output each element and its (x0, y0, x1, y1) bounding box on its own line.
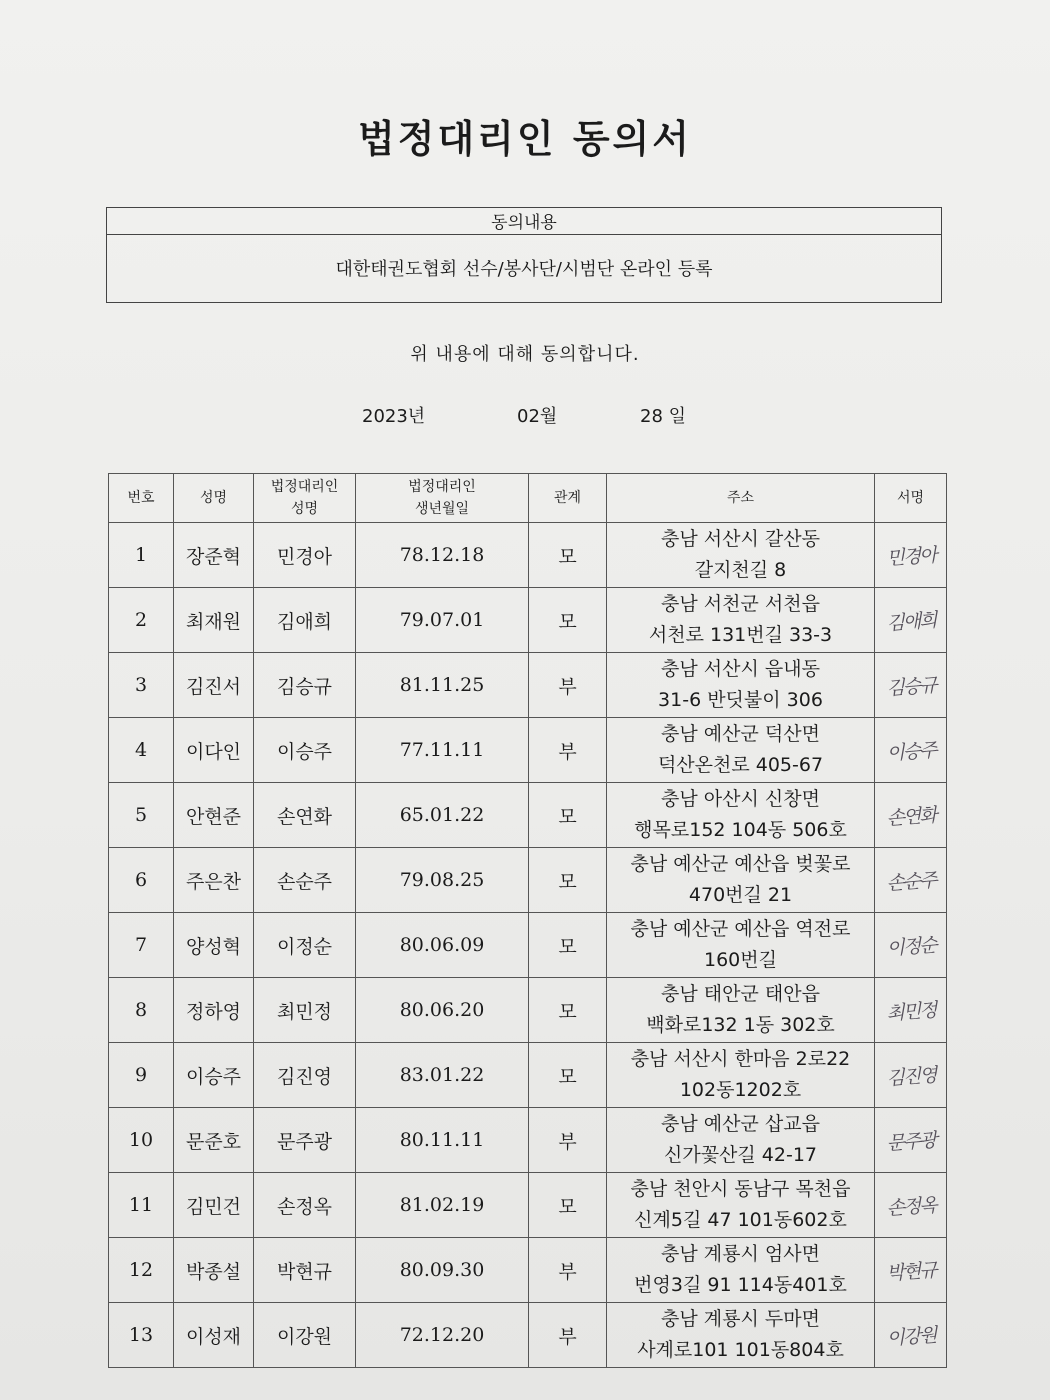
handwritten-signature: 이승주 (872, 715, 948, 785)
date-year: 2023년 (362, 406, 426, 427)
guardian-name: 손순주 (254, 848, 356, 913)
student-name: 김민건 (174, 1173, 254, 1238)
header-guardian-dob-line2: 생년월일 (414, 501, 470, 517)
table-row (109, 523, 947, 588)
handwritten-signature: 문주광 (872, 1105, 948, 1175)
student-name: 이승주 (174, 1043, 254, 1108)
row-number: 13 (109, 1303, 174, 1368)
handwritten-signature: 손연화 (872, 780, 948, 850)
header-signature: 서명 (875, 474, 947, 523)
address (607, 978, 875, 1043)
table-header-row (109, 474, 947, 523)
table-row (109, 1043, 947, 1108)
table-row (109, 1238, 947, 1303)
date-day: 28 일 (640, 406, 687, 427)
address (607, 1108, 875, 1173)
row-number: 4 (109, 718, 174, 783)
agreement-text: 위 내용에 대해 동의합니다. (410, 344, 640, 365)
header-no: 번호 (109, 474, 174, 523)
row-number: 8 (109, 978, 174, 1043)
relation: 부 (529, 1108, 607, 1173)
row-number: 7 (109, 913, 174, 978)
handwritten-signature: 김애희 (872, 585, 948, 655)
relation: 부 (529, 1303, 607, 1368)
consent-header: 동의내용 (107, 208, 941, 235)
student-name: 이다인 (174, 718, 254, 783)
address-line-2: 160번길 (704, 949, 777, 971)
guardian-name: 민경아 (254, 523, 356, 588)
guardian-dob: 65.01.22 (356, 783, 529, 848)
relation: 모 (529, 913, 607, 978)
relation: 부 (529, 653, 607, 718)
student-name: 김진서 (174, 653, 254, 718)
handwritten-signature: 김진영 (872, 1040, 948, 1110)
handwritten-signature: 손순주 (872, 845, 948, 915)
relation: 모 (529, 523, 607, 588)
guardian-table (108, 473, 947, 1368)
header-relation: 관계 (529, 474, 607, 523)
header-guardian-dob-line1: 법정대리인 (408, 479, 476, 495)
address (607, 653, 875, 718)
row-number: 2 (109, 588, 174, 653)
row-number: 5 (109, 783, 174, 848)
student-name: 양성혁 (174, 913, 254, 978)
address-line-2: 갈지천길 8 (694, 559, 787, 581)
relation: 부 (529, 1238, 607, 1303)
address (607, 848, 875, 913)
handwritten-signature: 손정옥 (872, 1170, 948, 1240)
address-line-2: 31-6 반딧불이 306 (658, 689, 823, 711)
guardian-name: 박현규 (254, 1238, 356, 1303)
guardian-dob: 72.12.20 (356, 1303, 529, 1368)
table-row (109, 653, 947, 718)
student-name: 장준혁 (174, 523, 254, 588)
header-guardian-dob (356, 474, 529, 523)
document-title: 법정대리인 동의서 (358, 117, 692, 161)
table-row (109, 1173, 947, 1238)
address (607, 588, 875, 653)
address-line-1: 충남 서산시 한마음 2로22 (630, 1048, 851, 1070)
guardian-dob: 83.01.22 (356, 1043, 529, 1108)
address-line-1: 충남 태안군 태안읍 (661, 983, 820, 1005)
guardian-dob: 80.06.20 (356, 978, 529, 1043)
address-line-2: 백화로132 1동 302호 (646, 1014, 835, 1036)
address-line-1: 충남 천안시 동남구 목천읍 (630, 1178, 851, 1200)
relation: 모 (529, 978, 607, 1043)
handwritten-signature: 최민정 (872, 975, 948, 1045)
address-line-2: 102동1202호 (679, 1079, 802, 1101)
address (607, 718, 875, 783)
address-line-1: 충남 예산군 덕산면 (661, 723, 820, 745)
address-line-1: 충남 서산시 읍내동 (661, 658, 820, 680)
address-line-1: 충남 예산군 예산읍 역전로 (630, 918, 851, 940)
header-guardian-name (254, 474, 356, 523)
guardian-name: 이강원 (254, 1303, 356, 1368)
header-guardian-name-line2: 성명 (290, 501, 319, 517)
row-number: 6 (109, 848, 174, 913)
guardian-name: 최민정 (254, 978, 356, 1043)
relation: 모 (529, 1043, 607, 1108)
guardian-dob: 78.12.18 (356, 523, 529, 588)
guardian-dob: 79.08.25 (356, 848, 529, 913)
header-guardian-name-line1: 법정대리인 (270, 479, 339, 495)
address-line-2: 신가꽃산길 42-17 (663, 1144, 818, 1166)
guardian-dob: 80.09.30 (356, 1238, 529, 1303)
table-row (109, 718, 947, 783)
handwritten-signature: 박현규 (872, 1235, 948, 1305)
address-line-1: 충남 서천군 서천읍 (661, 593, 820, 615)
address-line-1: 충남 예산군 예산읍 벚꽃로 (630, 853, 851, 875)
address-line-1: 충남 계룡시 엄사면 (661, 1243, 820, 1265)
guardian-name: 김승규 (254, 653, 356, 718)
student-name: 이성재 (174, 1303, 254, 1368)
guardian-name: 이정순 (254, 913, 356, 978)
address-line-1: 충남 예산군 삽교읍 (661, 1113, 820, 1135)
table-row (109, 913, 947, 978)
row-number: 12 (109, 1238, 174, 1303)
guardian-dob: 81.11.25 (356, 653, 529, 718)
row-number: 1 (109, 523, 174, 588)
relation: 모 (529, 588, 607, 653)
header-address: 주소 (607, 474, 875, 523)
row-number: 11 (109, 1173, 174, 1238)
guardian-dob: 79.07.01 (356, 588, 529, 653)
address-line-2: 행목로152 104동 506호 (634, 819, 847, 841)
student-name: 정하영 (174, 978, 254, 1043)
address (607, 523, 875, 588)
table-row (109, 1108, 947, 1173)
relation: 모 (529, 1173, 607, 1238)
guardian-dob: 81.02.19 (356, 1173, 529, 1238)
row-number: 9 (109, 1043, 174, 1108)
relation: 모 (529, 848, 607, 913)
address-line-2: 470번길 21 (688, 884, 793, 906)
consent-content: 대한태권도협회 선수/봉사단/시범단 온라인 등록 (335, 259, 713, 280)
guardian-name: 손정옥 (254, 1173, 356, 1238)
address-line-2: 번영3길 91 114동401호 (634, 1274, 847, 1296)
handwritten-signature: 이정순 (872, 910, 948, 980)
row-number: 3 (109, 653, 174, 718)
handwritten-signature: 김승규 (872, 650, 948, 720)
address-line-2: 사계로101 101동804호 (637, 1339, 844, 1361)
address-line-1: 충남 계룡시 두마면 (661, 1308, 820, 1330)
address (607, 1238, 875, 1303)
guardian-dob: 80.06.09 (356, 913, 529, 978)
guardian-name: 손연화 (254, 783, 356, 848)
guardian-dob: 77.11.11 (356, 718, 529, 783)
address (607, 913, 875, 978)
handwritten-signature: 민경아 (872, 520, 948, 590)
guardian-dob: 80.11.11 (356, 1108, 529, 1173)
handwritten-signature: 이강원 (872, 1300, 948, 1370)
guardian-name: 김진영 (254, 1043, 356, 1108)
student-name: 주은찬 (174, 848, 254, 913)
table-row (109, 978, 947, 1043)
address-line-2: 서천로 131번길 33-3 (648, 624, 833, 646)
consent-box (106, 207, 942, 303)
address-line-1: 충남 서산시 갈산동 (661, 528, 820, 550)
address-line-2: 신계5길 47 101동602호 (634, 1209, 847, 1231)
date-month: 02월 (517, 406, 558, 427)
table-row (109, 848, 947, 913)
table-row (109, 588, 947, 653)
address (607, 1043, 875, 1108)
address-line-2: 덕산온천로 405-67 (657, 754, 824, 776)
relation: 모 (529, 783, 607, 848)
table-row (109, 783, 947, 848)
table-row (109, 1303, 947, 1368)
student-name: 안현준 (174, 783, 254, 848)
student-name: 문준호 (174, 1108, 254, 1173)
header-name: 성명 (174, 474, 254, 523)
address (607, 1303, 875, 1368)
guardian-name: 문주광 (254, 1108, 356, 1173)
row-number: 10 (109, 1108, 174, 1173)
student-name: 박종설 (174, 1238, 254, 1303)
student-name: 최재원 (174, 588, 254, 653)
address (607, 783, 875, 848)
guardian-name: 김애희 (254, 588, 356, 653)
guardian-name: 이승주 (254, 718, 356, 783)
address-line-1: 충남 아산시 신창면 (661, 788, 820, 810)
relation: 부 (529, 718, 607, 783)
address (607, 1173, 875, 1238)
